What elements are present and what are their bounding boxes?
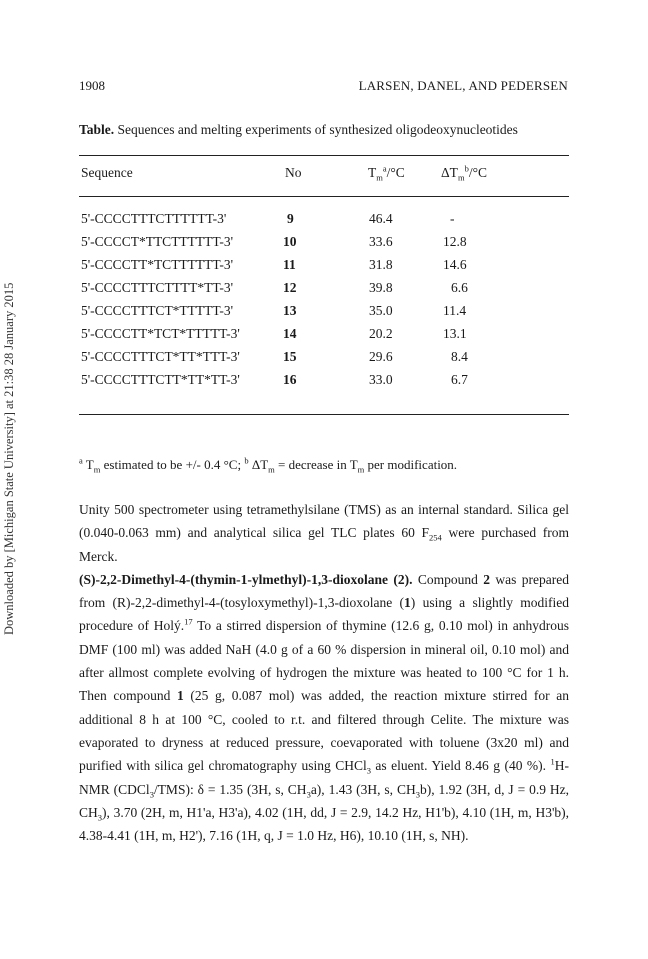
row-tm: 29.6 bbox=[369, 349, 393, 364]
row-delta-tm: 13.1 bbox=[443, 326, 467, 341]
row-delta-tm: 12.8 bbox=[443, 234, 467, 249]
compound-heading: (S)-2,2-Dimethyl-4-(thymin-1-ylmethyl)-1,3-dioxolane (2). bbox=[79, 571, 413, 587]
row-tm: 39.8 bbox=[369, 280, 393, 295]
download-watermark: Downloaded by [Michigan State University] at 21:38 28 January 2015 bbox=[2, 282, 16, 635]
table-top-rule bbox=[79, 155, 569, 156]
header-sequence: Sequence bbox=[81, 165, 133, 180]
body-text bbox=[79, 498, 569, 847]
row-no: 11 bbox=[283, 257, 296, 272]
row-no: 15 bbox=[283, 349, 297, 364]
header-no: No bbox=[285, 165, 302, 180]
row-delta-tm: 6.6 bbox=[451, 280, 468, 295]
row-no: 12 bbox=[283, 280, 297, 295]
header-delta-tm: $\Delta T_m^b/^\circ C$ bbox=[441, 163, 487, 183]
row-tm: 20.2 bbox=[369, 326, 393, 341]
row-delta-tm: 11.4 bbox=[443, 303, 467, 318]
row-tm: 33.6 bbox=[369, 234, 393, 249]
row-no: 16 bbox=[283, 372, 297, 387]
table-bottom-rule bbox=[79, 414, 569, 415]
row-tm: 46.4 bbox=[369, 211, 393, 226]
row-no: 13 bbox=[283, 303, 297, 318]
row-tm: 35.0 bbox=[369, 303, 393, 318]
header-tm: $T_m^a/^\circ C$ bbox=[368, 163, 405, 183]
table-header-rule bbox=[79, 196, 569, 197]
row-sequence: 5'-CCCCTTTCT*TTTTT-3' bbox=[81, 303, 234, 318]
caption-label: Table. bbox=[79, 122, 115, 137]
row-delta-tm: - bbox=[450, 211, 455, 226]
row-no: 9 bbox=[287, 211, 294, 226]
row-delta-tm: 8.4 bbox=[451, 349, 468, 364]
row-sequence: 5'-CCCCT*TTCTTTTTT-3' bbox=[81, 234, 234, 249]
caption-text: Sequences and melting experiments of synthesized oligodeoxynucleotides bbox=[117, 122, 518, 137]
row-no: 10 bbox=[283, 234, 297, 249]
row-sequence: 5'-CCCCTTTCT*TT*TTT-3' bbox=[81, 349, 240, 364]
row-sequence: 5'-CCCCTT*TCTTTTTT-3' bbox=[81, 257, 234, 272]
row-delta-tm: 6.7 bbox=[451, 372, 468, 387]
paragraph-instrumentation: Unity 500 spectrometer using tetramethylsilane (TMS) as an internal standard. Silica gel (0.040-0.063 mm) and analytical silica gel TLC plates 60 $F_{254}$ were purchased from Merck. bbox=[79, 502, 569, 564]
page-number: 1908 bbox=[79, 78, 105, 93]
paragraph-compound-2-synthesis: (S)-2,2-Dimethyl-4-(thymin-1-ylmethyl)-1,3-dioxolane (2). Compound 2 was prepared from (R)-2,2-dimethyl-4-(tosyloxymethyl)-1,3-dioxolane (1) using a slightly modified procedure of Holý.$^{17}$ To a stirred dispersion of thymine (12.6 g, 0.10 mol) in anhydrous DMF (100 ml) was added NaH (4.0 g of a 60 % dispersion in mineral oil, 0.10 mol) and after allmost complete evolving of hydrogen the mixture was heated to 100 °C for 1 h. Then compound 1 (25 g, 0.087 mol) was added, the reaction mixture stirred for an additional 8 h at 100 °C, cooled to r.t. and filtered through Celite. The mixture was evaporated to dryness at reduced pressure, coevaporated with toluene (3x20 ml) and purified with silica gel chromatography using CHCl$_3$ as eluent. Yield 8.46 g (40 %). $^1$H-NMR (CDCl$_3$/TMS): δ = 1.35 (3H, s, $CH_3a$), 1.43 (3H, s, $CH_3b$), 1.92 (3H, d, J = 0.9 Hz, $CH_3$), 3.70 (2H, m, H1'a, H3'a), 4.02 (1H, dd, J = 2.9, 14.2 Hz, H1'b), 4.10 (1H, m, H3'b), 4.38-4.41 (1H, m, H2'), 7.16 (1H, q, J = 1.0 Hz, H6), 10.10 (1H, s, NH). bbox=[79, 571, 570, 844]
row-no: 14 bbox=[283, 326, 297, 341]
row-sequence: 5'-CCCCTTTCTTTT*TT-3' bbox=[81, 280, 234, 295]
row-tm: 33.0 bbox=[369, 372, 393, 387]
row-sequence: 5'-CCCCTTTCTT*TT*TT-3' bbox=[81, 372, 240, 387]
table-footnote: $^a$ $T_m$ estimated to be +/- 0.4 °C; $^b$ $\Delta T_m$ = decrease in $T_m$ per modification. bbox=[79, 455, 458, 475]
table-caption bbox=[79, 122, 518, 138]
row-delta-tm: 14.6 bbox=[443, 257, 467, 272]
row-tm: 31.8 bbox=[369, 257, 393, 272]
row-sequence: 5'-CCCCTTTCTTTTTT-3' bbox=[81, 211, 227, 226]
row-sequence: 5'-CCCCTT*TCT*TTTTT-3' bbox=[81, 326, 240, 341]
running-header-authors: LARSEN, DANEL, AND PEDERSEN bbox=[358, 78, 568, 93]
